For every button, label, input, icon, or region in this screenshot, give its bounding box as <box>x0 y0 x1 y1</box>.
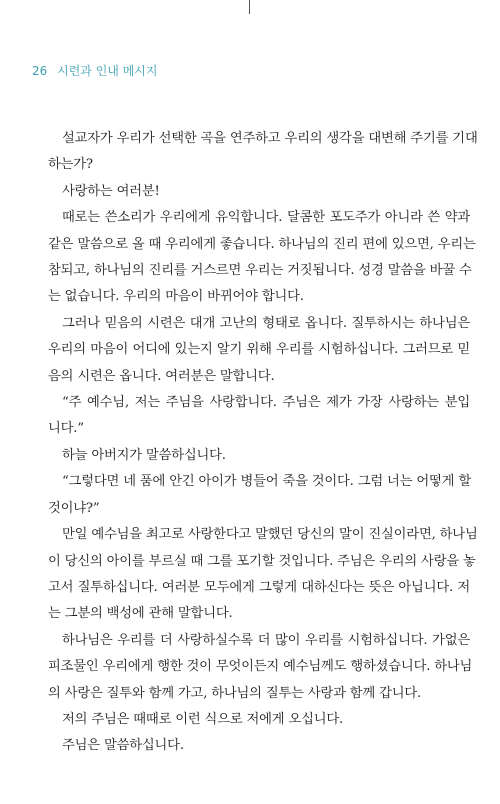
text-line: 피조물인 우리에게 행한 것이 무엇이든지 예수님께도 행하셨습니다. 하나님 <box>48 659 473 675</box>
text-line: 만일 예수님을 최고로 사랑한다고 말했던 당신의 말이 진실이라면, 하나님 <box>62 527 478 543</box>
top-center-rule <box>249 0 250 14</box>
paragraph <box>48 733 470 759</box>
paragraph <box>48 628 473 707</box>
paragraph <box>48 311 470 390</box>
text-line: 니다.” <box>48 421 84 437</box>
page-number: 26 <box>32 64 48 78</box>
paragraph <box>48 126 478 179</box>
paragraph <box>48 443 470 469</box>
paragraph <box>48 205 476 311</box>
text-line: 같은 말씀으로 올 때 우리에게 좋습니다. 하나님의 진리 편에 있으면, 우리는 <box>48 236 476 252</box>
text-line: 하는가? <box>48 157 93 173</box>
text-line: 때로는 쓴소리가 우리에게 유익합니다. 달콤한 포도주가 아니라 쓴 약과 <box>62 210 470 226</box>
text-line: 음의 시련은 옵니다. 여러분은 말합니다. <box>48 368 275 384</box>
text-line: 설교자가 우리가 선택한 곡을 연주하고 우리의 생각을 대변해 주기를 기대 <box>62 131 478 146</box>
text-line: 우리의 마음이 어디에 있는지 알기 위해 우리를 시험하십니다. 그러므로 믿 <box>48 342 470 358</box>
text-line: 저의 주님은 때때로 이런 식으로 저에게 오십니다. <box>62 711 344 727</box>
text-line: 는 그분의 백성에 관해 말합니다. <box>48 606 233 622</box>
paragraph <box>48 390 470 443</box>
text-line: 사랑하는 여러분! <box>62 183 160 199</box>
text-line: 것이냐?” <box>48 500 100 516</box>
text-line: 의 사랑은 질투와 함께 가고, 하나님의 질투는 사랑과 함께 갑니다. <box>48 685 422 701</box>
text-line: 이 당신의 아이를 부르실 때 그를 포기할 것입니다. 주님은 우리의 사랑을 놓 <box>48 553 476 569</box>
paragraph <box>48 707 470 733</box>
paragraph <box>48 522 478 628</box>
running-title: 시련과 인내 메시지 <box>57 64 158 78</box>
text-line: 주님은 말씀하십니다. <box>62 738 184 754</box>
text-line: 하나님은 우리를 더 사랑하실수록 더 많이 우리를 시험하십니다. 가없은 <box>62 632 470 648</box>
text-line: 는 없습니다. 우리의 마음이 바뀌어야 합니다. <box>48 289 304 305</box>
text-line: 하늘 아버지가 말씀하십니다. <box>62 447 226 463</box>
paragraph <box>48 179 470 205</box>
text-line: “그렇다면 네 품에 안긴 아이가 병들어 죽을 것이다. 그럼 너는 어떻게 할 <box>62 474 471 490</box>
running-header <box>32 63 157 79</box>
text-line: 그러나 믿음의 시련은 대개 고난의 형태로 옵니다. 질투하시는 하나님은 <box>62 315 470 331</box>
text-line: 고서 질투하십니다. 여러분 모두에게 그렇게 대하신다는 뜻은 아닙니다. 저 <box>48 579 470 595</box>
body-text <box>48 126 478 760</box>
paragraph <box>48 469 470 522</box>
text-line: 참되고, 하나님의 진리를 거스르면 우리는 거짓됩니다. 성경 말씀을 바꿀 수 <box>48 263 472 279</box>
text-line: “주 예수님, 저는 주님을 사랑합니다. 주님은 제가 가장 사랑하는 분입 <box>62 395 470 411</box>
